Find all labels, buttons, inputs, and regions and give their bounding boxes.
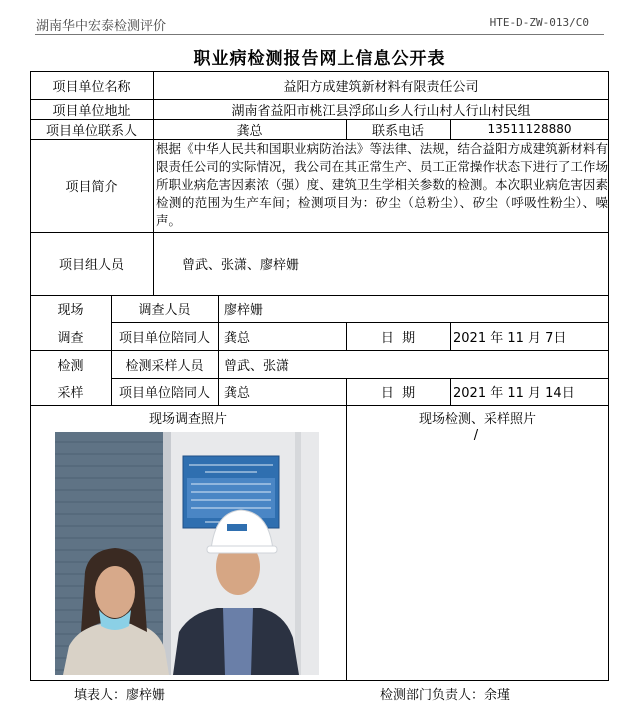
unit-name-label: 项目单位名称 [52, 79, 131, 95]
col-divider [346, 405, 347, 681]
survey-side-label: 现场 [57, 303, 84, 318]
page-title: 职业病检测报告网上信息公开表 [193, 49, 446, 69]
phone-label: 联系电话 [371, 123, 424, 139]
unit-address-value: 湖南省益阳市桃江县浮邱山乡人行山村人行山村民组 [231, 103, 531, 119]
sampling-date-value: 2021 年 11 月 14日 [453, 386, 575, 401]
contact-value: 龚总 [236, 123, 263, 139]
sampler-value: 曾武、张潇 [224, 358, 290, 374]
survey-photo-title: 现场调查照片 [148, 411, 227, 427]
intro-text: 根据《中华人民共和国职业病防治法》等法律、法规，结合益阳方成建筑新材料有限责任公司的实际情况，我公司在其正常生产、员工正常操作状态下进行了工作场所职业病危害因素浓（强）度、建筑卫生学相关参数的检测。本次职业病危害因素检测的范围为生产车间；检测项目为：矽尘（总粉尘）、矽尘（呼吸性粉尘）、噪声。 [156, 141, 608, 228]
col-divider [450, 322, 451, 350]
filler-signature: 填表人：廖梓姗 [74, 688, 166, 703]
survey-escort-label: 项目单位陪同人 [118, 330, 210, 346]
sampling-photo-note: / [473, 427, 479, 443]
sampling-side-label: 检测 [57, 358, 84, 374]
manager-signature: 检测部门负责人：余瑾 [380, 688, 511, 703]
unit-name-value: 益阳方成建筑新材料有限责任公司 [283, 79, 479, 95]
survey-side-label: 调查 [57, 330, 84, 346]
survey-date-label: 日 期 [380, 330, 416, 346]
team-value: 曾武、张潇、廖梓姗 [182, 258, 300, 273]
phone-value: 13511128880 [487, 122, 572, 136]
investigator-label: 调查人员 [138, 303, 191, 318]
header-divider [35, 34, 604, 35]
sampling-side-label: 采样 [57, 386, 84, 401]
survey-photo-illustration [55, 432, 319, 675]
sampling-date-label: 日 期 [380, 386, 416, 401]
col-divider [218, 295, 219, 405]
intro-label: 项目简介 [65, 180, 118, 195]
survey-photo [55, 432, 319, 675]
sampling-escort-value: 龚总 [224, 386, 251, 401]
header-company: 湖南华中宏泰检测评价 [36, 19, 167, 34]
header-doc-code: HTE-D-ZW-013/C0 [489, 16, 589, 29]
contact-label: 项目单位联系人 [45, 123, 137, 139]
sampling-escort-label: 项目单位陪同人 [118, 386, 210, 401]
sampling-photo-title: 现场检测、采样照片 [418, 411, 536, 427]
investigator-value: 廖梓姗 [224, 303, 264, 318]
sampler-label: 检测采样人员 [125, 358, 204, 374]
unit-address-label: 项目单位地址 [52, 103, 131, 119]
team-label: 项目组人员 [58, 258, 124, 273]
survey-escort-value: 龚总 [224, 330, 251, 346]
survey-date-value: 2021 年 11 月 7日 [453, 330, 567, 346]
col-divider [450, 378, 451, 405]
